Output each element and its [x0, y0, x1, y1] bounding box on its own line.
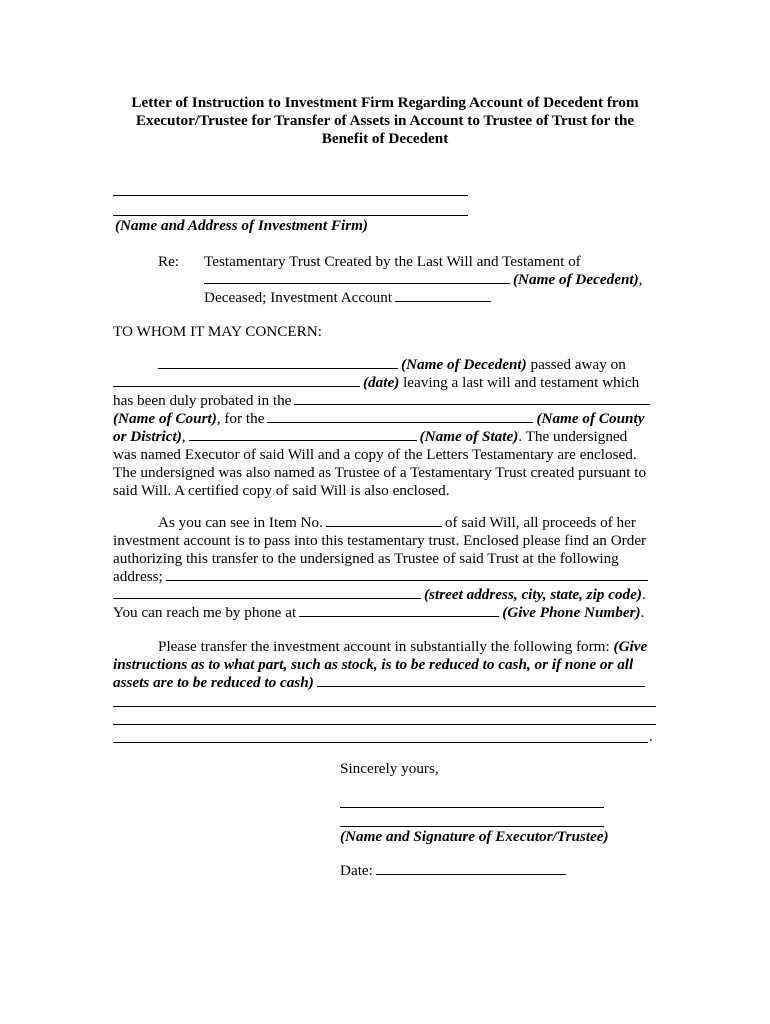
p1-line-6: was named Executor of said Will and a copy of the Letters Testamentary are enclosed. — [113, 446, 637, 463]
document-title — [100, 94, 670, 148]
p2-period: . — [641, 586, 646, 603]
p2-phone-prefix: You can reach me by phone at — [113, 604, 297, 621]
p2-line-6 — [113, 604, 644, 622]
p1-line-3 — [113, 392, 653, 410]
firm-line-1[interactable] — [113, 195, 468, 196]
p1-county-blank[interactable] — [267, 422, 533, 423]
signature-line-1[interactable] — [340, 807, 604, 808]
re-name-of-decedent: (Name of Decedent) — [513, 271, 639, 288]
p2-address: address; — [113, 568, 163, 585]
p1-line-8: said Will. A certified copy of said Will is also enclosed. — [113, 482, 450, 499]
firm-caption: (Name and Address of Investment Firm) — [115, 217, 368, 234]
p2-address-blank-1[interactable] — [166, 580, 648, 581]
re-deceased-account: Deceased; Investment Account — [204, 289, 393, 306]
re-line-2 — [204, 271, 642, 289]
p1-date: (date) — [363, 374, 400, 391]
p1-date-blank[interactable] — [113, 386, 360, 387]
p1-undersigned: . The undersigned — [518, 428, 628, 445]
p2-line-4 — [113, 568, 651, 586]
date-row — [340, 862, 569, 880]
p1-name-of-county: (Name of County — [536, 410, 645, 427]
signature-caption: (Name and Signature of Executor/Trustee) — [340, 828, 609, 845]
p3-line-1 — [158, 638, 647, 656]
p1-probated: has been duly probated in the — [113, 392, 292, 409]
investment-account-blank[interactable] — [395, 301, 491, 302]
p1-name-of-decedent: (Name of Decedent) — [401, 356, 527, 373]
p3-instructions-blank-1[interactable] — [317, 686, 645, 687]
firm-line-2[interactable] — [113, 215, 468, 216]
p1-line-4 — [113, 410, 644, 428]
p2-street: (street address, city, state, zip code) — [424, 586, 642, 603]
title-line-1: Letter of Instruction to Investment Firm Regarding Account of Decedent from — [131, 94, 639, 111]
p2-line-3: authorizing this transfer to the undersigned as Trustee of said Trust at the following — [113, 550, 619, 567]
p3-line-3 — [113, 674, 648, 692]
p2-item-no: As you can see in Item No. — [158, 514, 323, 531]
p1-for-the: , for the — [216, 410, 265, 427]
decedent-name-blank[interactable] — [204, 283, 510, 284]
re-line-3 — [204, 289, 494, 307]
p1-leaving: leaving a last will and testament which — [403, 374, 640, 391]
p1-line-1 — [158, 356, 626, 374]
p3-give: (Give — [613, 638, 648, 655]
p2-phone-blank[interactable] — [299, 616, 499, 617]
p1-line-2 — [113, 374, 639, 392]
p3-lead: Please transfer the investment account in substantially the following form: — [158, 638, 610, 655]
re-line-1: Testamentary Trust Created by the Last Will and Testament of — [204, 253, 581, 270]
re-comma: , — [638, 271, 643, 288]
p1-decedent-blank[interactable] — [158, 368, 398, 369]
p2-address-blank-2[interactable] — [113, 598, 421, 599]
p1-comma: , — [181, 428, 186, 445]
p1-court-blank[interactable] — [294, 404, 650, 405]
p2-item-blank[interactable] — [326, 526, 442, 527]
signature-line-2[interactable] — [340, 826, 604, 827]
date-label: Date: — [340, 862, 373, 879]
p2-line-1 — [158, 514, 636, 532]
p2-line-2: investment account is to pass into this testamentary trust. Enclosed please find an Order — [113, 532, 647, 549]
p1-line-7: The undersigned was also named as Trustee of a Testamentary Trust created pursuant to — [113, 464, 647, 481]
p3-instructions-blank-2[interactable] — [113, 706, 656, 707]
p3-instructions-blank-3[interactable] — [113, 724, 656, 725]
p2-line-5 — [113, 586, 646, 604]
p3-end-period: . — [649, 728, 653, 745]
p3-assets: assets are to be reduced to cash) — [113, 674, 314, 691]
p1-state-blank[interactable] — [189, 440, 417, 441]
p1-passed-away: passed away on — [530, 356, 626, 373]
p2-period2: . — [640, 604, 645, 621]
p1-line-5 — [113, 428, 627, 446]
p1-name-of-state: (Name of State) — [419, 428, 519, 445]
date-blank[interactable] — [376, 874, 566, 875]
p3-line-2: instructions as to what part, such as stock, is to be reduced to cash, or if none or all — [113, 656, 634, 673]
p3-instructions-blank-4[interactable] — [113, 742, 648, 743]
p1-name-of-court: (Name of Court) — [113, 410, 217, 427]
salutation: TO WHOM IT MAY CONCERN: — [113, 323, 322, 340]
title-line-2: Executor/Trustee for Transfer of Assets in Account to Trustee of Trust for the — [135, 112, 635, 129]
re-label: Re: — [158, 253, 180, 270]
p2-give-phone: (Give Phone Number) — [502, 604, 641, 621]
title-line-3: Benefit of Decedent — [321, 130, 449, 147]
p1-or-district: or District) — [113, 428, 182, 445]
p2-of-said-will: of said Will, all proceeds of her — [444, 514, 636, 531]
sincerely: Sincerely yours, — [340, 760, 439, 777]
